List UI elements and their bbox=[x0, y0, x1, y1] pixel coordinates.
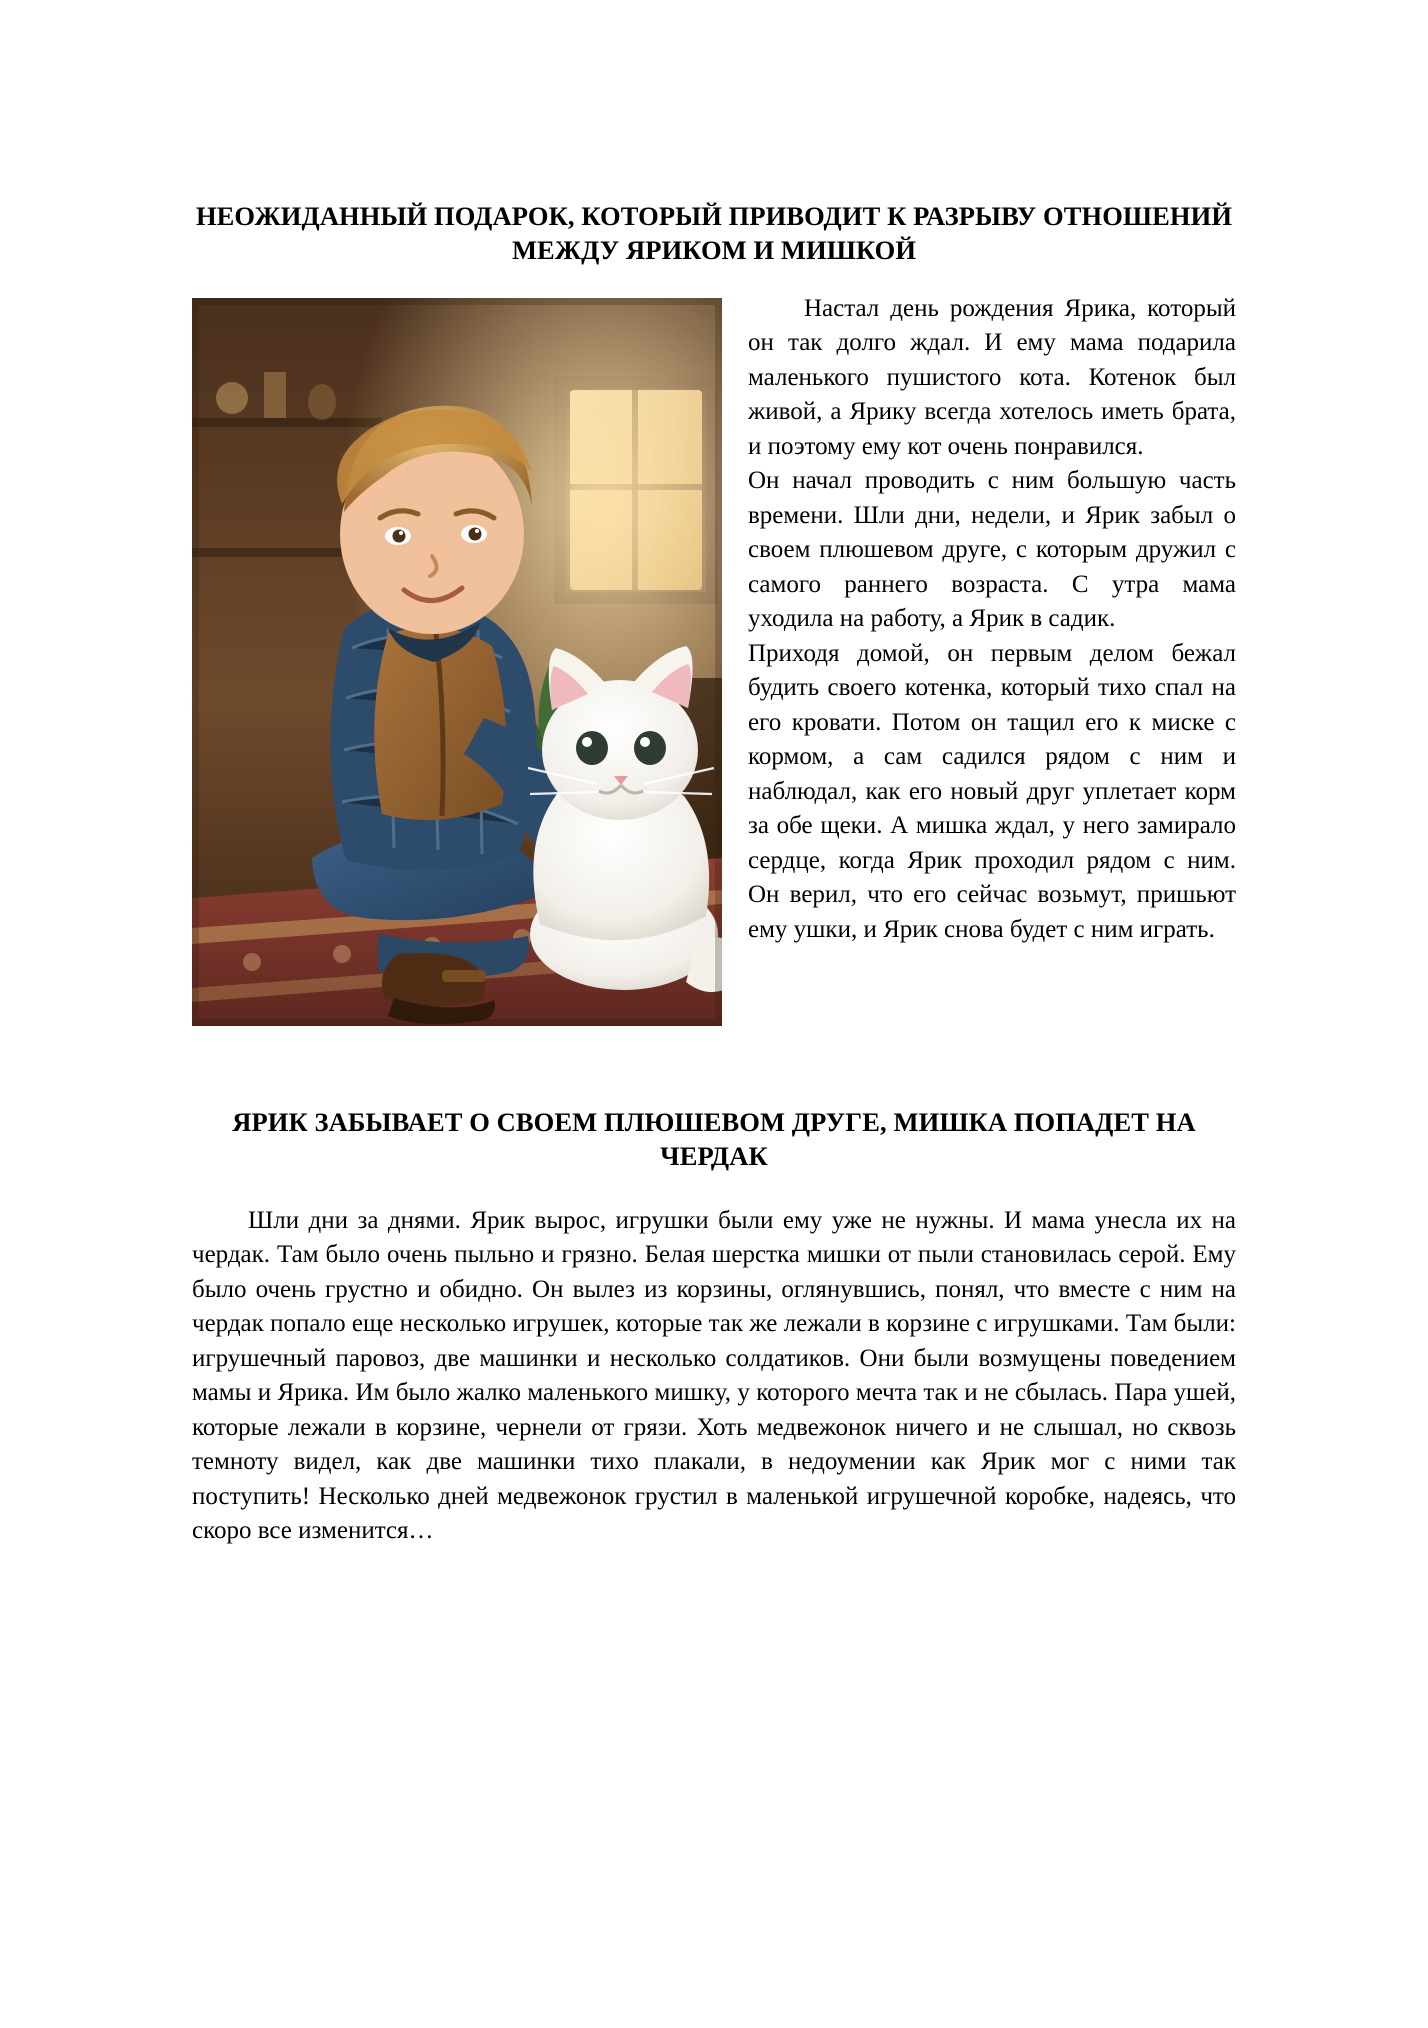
article-section-one bbox=[192, 292, 1236, 1032]
page-title: НЕОЖИДАННЫЙ ПОДАРОК, КОТОРЫЙ ПРИВОДИТ К РАЗРЫВУ ОТНОШЕНИЙ МЕЖДУ ЯРИКОМ И МИШКОЙ bbox=[195, 201, 1233, 265]
section1-paragraph-1: Настал день рождения Ярика, который он так долго ждал. И ему мама подарила маленького пушистого кота. Котенок был живой, а Ярику всегда хотелось иметь брата, и поэтому ему кот очень понравился. bbox=[748, 294, 1236, 460]
section2-paragraph-1: Шли дни за днями. Ярик вырос, игрушки были ему уже не нужны. И мама унесла их на чердак. Там было очень пыльно и грязно. Белая шерстка мишки от пыли становилась серой. Ему было очень грустно и обидно. Он вылез из корзины, оглянувшись, понял, что вместе с ним на чердак попало еще несколько игрушек, которые так же лежали в корзине с игрушками. Там были: игрушечный паровоз, две машинки и несколько солдатиков. Они были возмущены поведением мамы и Ярика. Им было жалко маленького мишку, у которого мечта так и не сбылась. Пара ушей, которые лежали в корзине, чернели от грязи. Хоть медвежонок ничего и не слышал, но сквозь темноту видел, как две машинки тихо плакали, в недоумении как Ярик мог с ними так поступить! Несколько дней медвежонок грустил в маленькой игрушечной коробке, надеясь, что скоро все изменится… bbox=[192, 1206, 1236, 1545]
article-section-two bbox=[192, 1106, 1236, 1549]
section-spacer bbox=[192, 1032, 1236, 1106]
illustration-graphic bbox=[192, 298, 722, 1026]
illustration-boy-with-kitten bbox=[192, 298, 722, 1026]
section1-paragraph-2: Он начал проводить с ним большую часть времени. Шли дни, недели, и Ярик забыл о своем плюшевом друге, с которым дружил с самого раннего возраста. С утра мама уходила на работу, а Ярик в садик. bbox=[748, 467, 1236, 633]
section2-heading: ЯРИК ЗАБЫВАЕТ О СВОЕМ ПЛЮШЕВОМ ДРУГЕ, МИШКА ПОПАДЕТ НА ЧЕРДАК bbox=[232, 1106, 1196, 1171]
section1-paragraph-3: Приходя домой, он первым делом бежал будить своего котенка, который тихо спал на его кровати. Потом он тащил его к миске с кормом, а сам садился рядом с ним и наблюдал, как его новый друг уплетает корм за обе щеки. А мишка ждал, у него замирало сердце, когда Ярик проходил рядом с ним. Он верил, что его сейчас возьмут, пришьют ему ушки, и Ярик снова будет с ним играть. bbox=[748, 639, 1236, 943]
